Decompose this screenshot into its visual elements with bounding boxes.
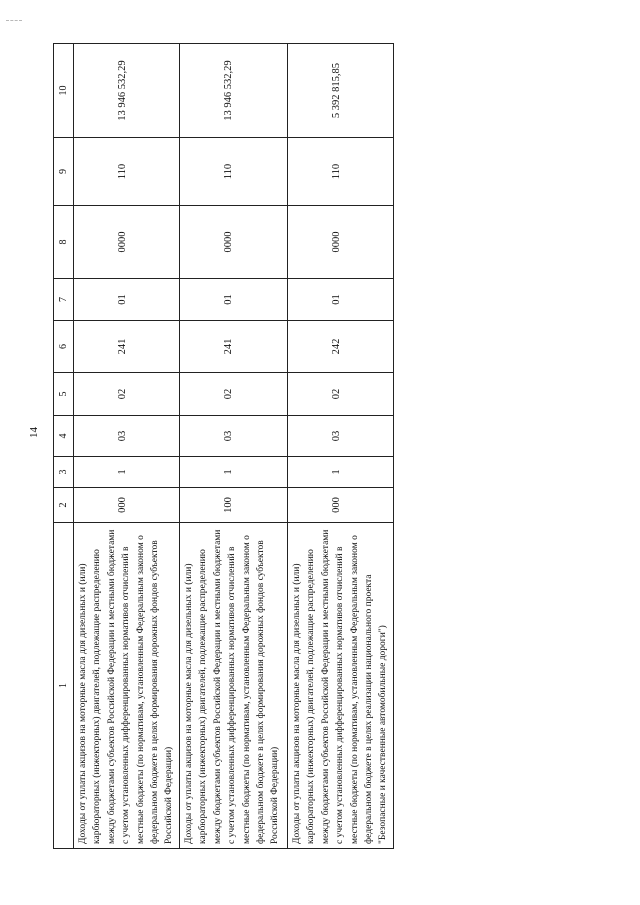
code-classification: 110 xyxy=(180,138,288,206)
code-classification: 110 xyxy=(288,138,394,206)
code-group: 1 xyxy=(180,457,288,488)
column-header-4: 4 xyxy=(54,416,74,457)
code-article: 02 xyxy=(74,373,180,416)
revenue-description: Доходы от уплаты акцизов на моторные масла для дизельных и (или) карбюраторных (инжекторных) двигателей, подлежащие распределению между бюджетами субъектов Российской Федерации и местными бюджетами с учетом установленных дифференцированных нормативов отчислений в местные бюджеты (по нормативам, установленным Федеральным законом о федеральном бюджете в целях формирования дорожных фондов субъектов Российской Федерации) xyxy=(74,523,180,849)
code-program: 0000 xyxy=(288,206,394,279)
column-header-6: 6 xyxy=(54,321,74,373)
amount-value: 13 946 532,29 xyxy=(74,44,180,138)
amount-value: 5 392 815,85 xyxy=(288,44,394,138)
administrator-code: 100 xyxy=(180,488,288,523)
code-article: 02 xyxy=(288,373,394,416)
column-number-row xyxy=(54,44,74,849)
budget-revenue-table-frame xyxy=(53,44,393,849)
revenue-description: Доходы от уплаты акцизов на моторные масла для дизельных и (или) карбюраторных (инжекторных) двигателей, подлежащие распределению между бюджетами субъектов Российской Федерации и местными бюджетами с учетом установленных дифференцированных нормативов отчислений в местные бюджеты (по нормативам, установленным Федеральным законом о федеральном бюджете в целях формирования дорожных фондов субъектов Российской Федерации) xyxy=(180,523,288,849)
code-classification: 110 xyxy=(74,138,180,206)
code-program: 0000 xyxy=(180,206,288,279)
code-subgroup: 03 xyxy=(180,416,288,457)
column-header-3: 3 xyxy=(54,457,74,488)
code-article: 02 xyxy=(180,373,288,416)
administrator-code: 000 xyxy=(288,488,394,523)
code-subgroup: 03 xyxy=(74,416,180,457)
code-program: 0000 xyxy=(74,206,180,279)
column-header-2: 2 xyxy=(54,488,74,523)
code-subarticle: 241 xyxy=(180,321,288,373)
code-group: 1 xyxy=(288,457,394,488)
code-element: 01 xyxy=(180,279,288,321)
amount-value: 13 946 532,29 xyxy=(180,44,288,138)
column-header-8: 8 xyxy=(54,206,74,279)
column-header-5: 5 xyxy=(54,373,74,416)
table-row xyxy=(180,44,288,849)
budget-revenue-table xyxy=(53,43,394,849)
code-subgroup: 03 xyxy=(288,416,394,457)
code-element: 01 xyxy=(74,279,180,321)
column-header-1: 1 xyxy=(54,523,74,849)
column-header-10: 10 xyxy=(54,44,74,138)
column-header-7: 7 xyxy=(54,279,74,321)
table-row xyxy=(288,44,394,849)
code-subarticle: 241 xyxy=(74,321,180,373)
revenue-description: Доходы от уплаты акцизов на моторные масла для дизельных и (или) карбюраторных (инжекторных) двигателей, подлежащие распределению между бюджетами субъектов Российской Федерации и местными бюджетами с учетом установленных дифференцированных нормативов отчислений в местные бюджеты (по нормативам, установленным Федеральным законом о федеральном бюджете в целях реализации национального проекта "Безопасные и качественные автомобильные дороги") xyxy=(288,523,394,849)
page-number: 14 xyxy=(28,427,40,438)
administrator-code: 000 xyxy=(74,488,180,523)
column-header-9: 9 xyxy=(54,138,74,206)
scan-corner-mark xyxy=(6,20,22,21)
code-subarticle: 242 xyxy=(288,321,394,373)
code-group: 1 xyxy=(74,457,180,488)
table-row xyxy=(74,44,180,849)
code-element: 01 xyxy=(288,279,394,321)
